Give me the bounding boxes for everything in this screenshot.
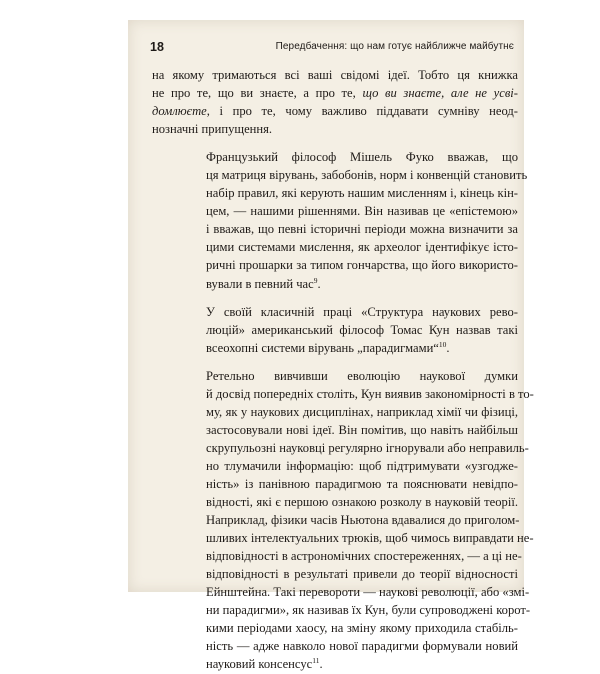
line-text: науковий консенсус bbox=[206, 657, 313, 672]
text-line: му, як у наукових дисциплінах, наприклад хімії чи фізиці, bbox=[206, 404, 518, 419]
running-head: Передбачення: що нам готує найближче майбутнє bbox=[275, 41, 514, 52]
line-text: вували в певний час bbox=[206, 276, 314, 291]
line-text: всеохопні системи вірувань „парадигмами“ bbox=[206, 340, 439, 355]
text-line: Ейнштейна. Такі перевороти — наукові революції, або «змі- bbox=[206, 585, 530, 600]
text-line: шливих інтелектуальних трюків, щоб чимось виправдати не- bbox=[206, 531, 534, 546]
footnote-ref: 10 bbox=[438, 339, 447, 349]
text-line: Французький філософ Мішель Фуко вважав, що bbox=[206, 150, 518, 165]
paragraph-3 bbox=[152, 303, 518, 357]
text-line: нозначні припущення. bbox=[152, 122, 273, 137]
text-line: цем, — нашими рішеннями. Він називав це «епістемою» bbox=[206, 204, 518, 219]
text-line: Ретельно вивчивши еволюцію наукової думки bbox=[206, 368, 518, 383]
text-line: ричні прошарки за типом гончарства, що його використо- bbox=[206, 258, 518, 273]
text-line: ця матриця вірувань, забобонів, норм і конвенцій становить bbox=[206, 168, 528, 183]
text-line: науковий консенсус$^{11}$. bbox=[206, 656, 323, 672]
text-line: цими системами мислення, як археолог ідентифікує істо- bbox=[206, 240, 518, 255]
text-line: но тлумачили інформацію: щоб підтримувати «узгодже- bbox=[206, 458, 518, 473]
text-line: ність» із панівною парадигмою та пояснювати невідпо- bbox=[206, 476, 518, 491]
page-number: 18 bbox=[150, 40, 164, 54]
text-line: відповідності в результаті привели до теорії відносності bbox=[206, 567, 518, 582]
text-line: не про те, що ви знаєте, а про те, що ви знаєте, але не усві- bbox=[152, 86, 518, 101]
text-line: відповідності в астрономічних спостереженнях, — а ці не- bbox=[206, 549, 522, 564]
footnote-ref: 11 bbox=[312, 656, 320, 666]
text-line: на якому тримаються всі ваші свідомі ідеї. Тобто ця книжка bbox=[152, 68, 518, 82]
page-header bbox=[150, 40, 520, 58]
text-line: і вважав, що певні історичні періоди можна визначити за bbox=[206, 222, 518, 237]
text-line: скрупульозні науковці регулярно ігнорували або неправиль- bbox=[206, 440, 529, 455]
text-line: всеохопні системи вірувань „парадигмами“$^{10}$. bbox=[206, 339, 450, 355]
page-body bbox=[152, 66, 534, 674]
text-line: Наприклад, фізики часів Ньютона вдавалися до приголом- bbox=[206, 513, 520, 528]
paragraph-1 bbox=[152, 66, 518, 138]
text-line: люцій» американський філософ Томас Кун назвав такі bbox=[206, 322, 518, 337]
text-line: ність — адже навколо нової парадигми формували новий bbox=[206, 639, 518, 654]
text-line: домлюєте, і про те, чому важливо піддавати сумніву неод- bbox=[152, 104, 518, 119]
text-line: У своїй класичній праці «Структура наукових рево- bbox=[206, 304, 518, 319]
text-line: кими періодами хаосу, на зміну якому приходила стабіль- bbox=[206, 621, 518, 636]
text-line: й досвід попередніх століть, Кун виявив закономірності в то- bbox=[206, 386, 534, 401]
text-line: відності, які є першою ознакою розколу в науковій теорії. bbox=[206, 495, 518, 510]
text-line: застосовували нові ідеї. Він помітив, що навіть найбільш bbox=[206, 422, 518, 437]
text-line: вували в певний час$^9$. bbox=[206, 275, 321, 291]
paragraph-2 bbox=[152, 148, 528, 292]
text-line: ни парадигми», як називав їх Кун, були супроводжені корот- bbox=[206, 603, 531, 618]
footnote-ref: 9 bbox=[313, 275, 318, 285]
paragraph-4 bbox=[152, 367, 534, 674]
text-line: набір правил, які керують нашим мисленням і, кінець кін- bbox=[206, 186, 518, 201]
